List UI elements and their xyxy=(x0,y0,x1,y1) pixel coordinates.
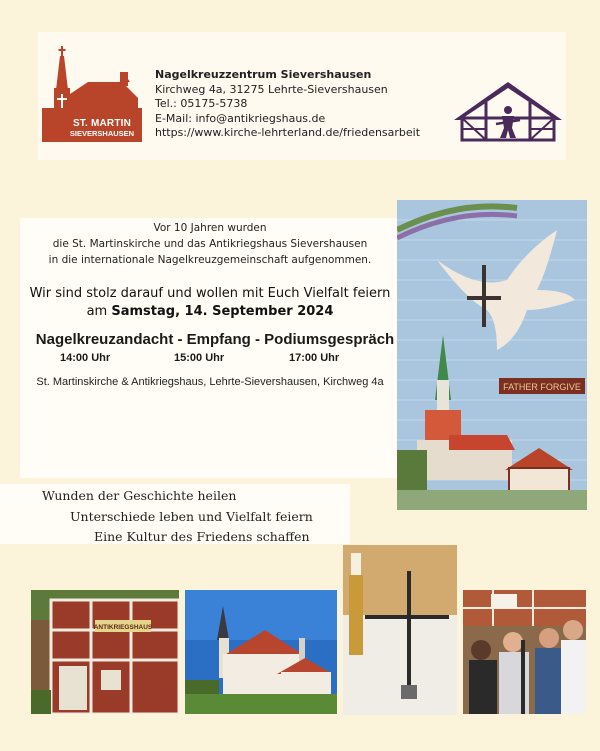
email-link[interactable]: E-Mail: info@antikriegshaus.de xyxy=(155,111,326,125)
contact-block xyxy=(155,68,420,141)
motto-3: Eine Kultur des Friedens schaffen xyxy=(94,529,310,544)
invitation-block xyxy=(20,218,400,478)
org-name: Nagelkreuzzentrum Sievershausen xyxy=(155,68,372,81)
event-date: Samstag, 14. September 2024 xyxy=(111,304,334,319)
house-sign-text: ANTIKRIEGSHAUS xyxy=(93,624,153,631)
venue: St. Martinskirche & Antikriegshaus, Lehrte-Sievershausen, Kirchweg 4a xyxy=(36,376,384,388)
website-link[interactable]: https://www.kirche-lehrterland.de/friedensarbeit xyxy=(155,126,421,139)
mural-sign-text: FATHER FORGIVE xyxy=(503,382,581,392)
motto-2: Unterschiede leben und Vielfalt feiern xyxy=(70,509,313,524)
intro-line-4: Wir sind stolz darauf und wollen mit Euch Vielfalt feiern xyxy=(29,286,391,301)
time-empfang: 15:00 Uhr xyxy=(174,352,225,364)
header-card xyxy=(38,32,566,160)
antikriegshaus-logo xyxy=(452,80,564,142)
motto-1: Wunden der Geschichte heilen xyxy=(42,488,237,503)
program-headline: Nagelkreuzandacht - Empfang - Podiumsgespräch xyxy=(35,331,395,348)
date-prefix: am xyxy=(86,304,112,319)
peace-mural-image xyxy=(397,200,587,510)
intro-line-2: die St. Martinskirche und das Antikriegshaus Sievershausen xyxy=(52,238,368,250)
nail-cross-candle-photo xyxy=(343,545,457,715)
antikriegshaus-photo xyxy=(31,590,179,714)
event-date-line xyxy=(20,304,400,319)
intro-line-3: in die internationale Nagelkreuzgemeinschaft aufgenommen. xyxy=(48,254,372,266)
address: Kirchweg 4a, 31275 Lehrte-Sievershausen xyxy=(155,82,388,96)
intro-line-1: Vor 10 Jahren wurden xyxy=(153,222,267,234)
mottos-block xyxy=(0,484,350,544)
time-podium: 17:00 Uhr xyxy=(289,352,340,364)
people-with-nail-cross-photo xyxy=(463,590,586,714)
time-andacht: 14:00 Uhr xyxy=(60,352,111,364)
logo-title: ST. MARTIN xyxy=(72,118,132,129)
st-martin-church-photo xyxy=(185,590,337,714)
phone: Tel.: 05175-5738 xyxy=(155,97,248,110)
logo-subtitle: SIEVERSHAUSEN xyxy=(69,129,135,138)
